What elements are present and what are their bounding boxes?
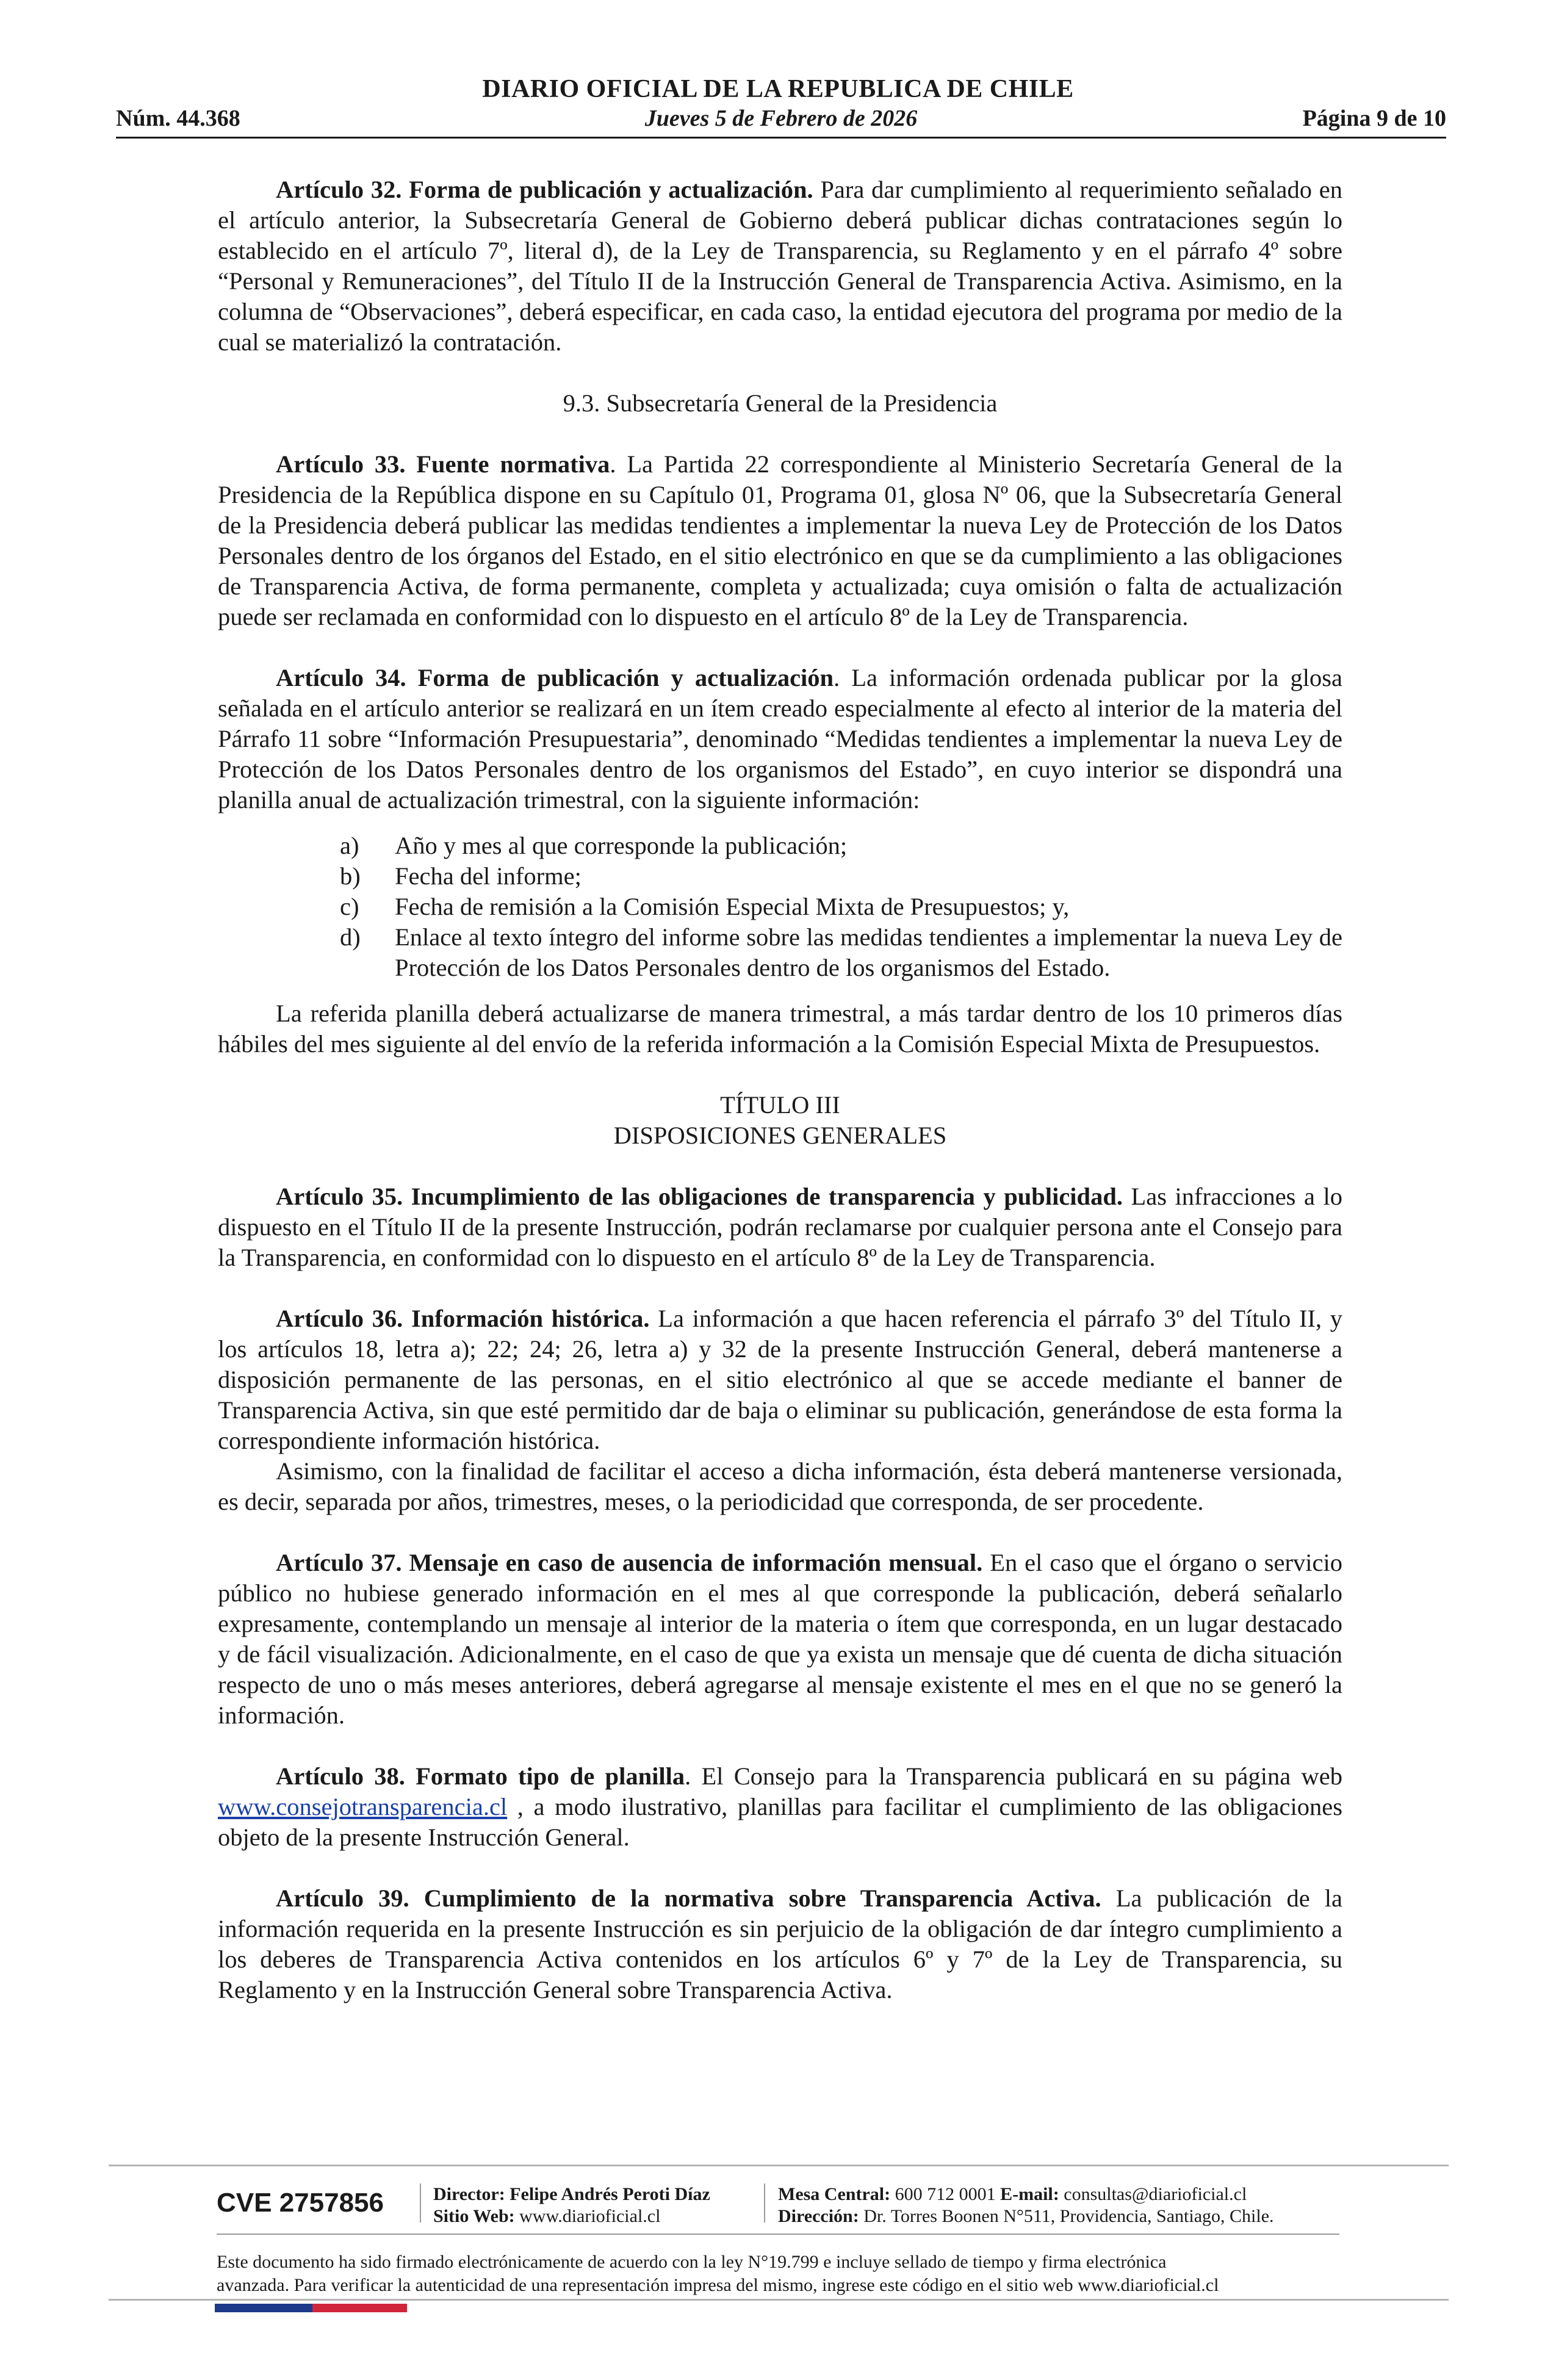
article-38 bbox=[218, 1761, 1342, 1853]
phone-label: Mesa Central: bbox=[778, 2184, 891, 2204]
cve-code: CVE 2757856 bbox=[217, 2188, 384, 2218]
article-37-heading: Artículo 37. Mensaje en caso de ausencia de información mensual. bbox=[276, 1549, 983, 1576]
legal-notice bbox=[217, 2251, 1376, 2297]
footer-director-block bbox=[433, 2183, 710, 2227]
issue-number: Núm. 44.368 bbox=[116, 106, 240, 131]
article-34 bbox=[218, 663, 1342, 815]
list-item-text: Fecha de remisión a la Comisión Especial Mixta de Presupuestos; y, bbox=[395, 893, 1070, 920]
director-line bbox=[433, 2183, 710, 2205]
list-item bbox=[218, 861, 1342, 892]
article-37-text: En el caso que el órgano o servicio público no hubiese generado información en el mes al que corresponde la publicación, deberá señalarlo expresamente, contemplando un mensaje al interior de la materia o ítem que corresponda, en un lugar destacado y de fácil visualización. Adicionalmente, en el caso de que ya exista un mensaje que dé cuenta de dicha situación respecto de uno o más meses anteriores, deberá agregarse al mensaje existente el mes en el que no se generó la información. bbox=[218, 1549, 1342, 1729]
article-34-list bbox=[218, 831, 1342, 983]
page-number: Página 9 de 10 bbox=[1302, 106, 1446, 131]
list-item-text: Enlace al texto íntegro del informe sobre las medidas tendientes a implementar la nueva Ley de Protección de los Datos Personales dentro de los organismos del Estado. bbox=[395, 923, 1342, 981]
list-item bbox=[218, 922, 1342, 983]
article-35 bbox=[218, 1181, 1342, 1273]
website-line bbox=[433, 2205, 710, 2227]
address-value: Dr. Torres Boonen N°511, Providencia, Santiago, Chile. bbox=[859, 2206, 1274, 2226]
list-item-letter: d) bbox=[340, 923, 361, 951]
article-36-text: La información a que hacen referencia el párrafo 3º del Título II, y los artículos 18, letra a); 22; 24; 26, letra a) y 32 de la presente Instrucción General, deberá mantenerse a disposición permanente de las personas, en el sitio electrónico al que se accede mediante el banner de Transparencia Activa, sin que esté permitido dar de baja o eliminar su publicación, generándose de esta forma la correspondiente información histórica. bbox=[218, 1305, 1343, 1454]
list-item-letter: b) bbox=[340, 862, 361, 890]
section-heading-9-3: 9.3. Subsecretaría General de la Presidencia bbox=[563, 389, 998, 417]
footer-divider bbox=[420, 2183, 421, 2223]
article-36 bbox=[218, 1304, 1342, 1456]
list-item-text: Año y mes al que corresponde la publicación; bbox=[395, 832, 848, 859]
article-32 bbox=[218, 175, 1342, 358]
document-body bbox=[218, 175, 1342, 2036]
footer-contact-block bbox=[778, 2183, 1274, 2227]
director-label: Director: bbox=[433, 2184, 505, 2204]
website-value: www.diarioficial.cl bbox=[514, 2206, 661, 2226]
footer-top-rule bbox=[109, 2165, 1449, 2166]
title-3-heading: DISPOSICIONES GENERALES bbox=[613, 1122, 947, 1149]
email-value: consultas@diarioficial.cl bbox=[1059, 2184, 1247, 2204]
issue-date: Jueves 5 de Febrero de 2026 bbox=[644, 106, 918, 131]
email-label: E-mail: bbox=[1000, 2184, 1059, 2204]
article-33 bbox=[218, 449, 1342, 632]
article-32-text: Para dar cumplimiento al requerimiento señalado en el artículo anterior, la Subsecretaría General de Gobierno deberá publicar dichas contrataciones según lo establecido en el artículo 7º, literal d), de la Ley de Transparencia, su Reglamento y en el párrafo 4º sobre “Personal y Remuneraciones”, del Título II de la Instrucción General de Transparencia Activa. Asimismo, en la columna de “Observaciones”, deberá especificar, en cada caso, la entidad ejecutora del programa por medio de la cual se materializó la contratación. bbox=[218, 176, 1342, 356]
flag-bar-blue bbox=[215, 2304, 312, 2312]
article-37 bbox=[218, 1548, 1342, 1731]
footer-divider bbox=[764, 2183, 765, 2223]
article-33-heading: Artículo 33. Fuente normativa bbox=[276, 450, 610, 478]
article-33-text: . La Partida 22 correspondiente al Ministerio Secretaría General de la Presidencia de la República dispone en su Capítulo 01, Programa 01, glosa Nº 06, que la Subsecretaría General de la Presidencia deberá publicar las medidas tendientes a implementar la nueva Ley de Protección de los Datos Personales dentro de los órganos del Estado, en el sitio electrónico en que se da cumplimiento a las obligaciones de Transparencia Activa, de forma permanente, completa y actualizada; cuya omisión o falta de actualización puede ser reclamada en conformidad con lo dispuesto en el artículo 8º de la Ley de Transparencia. bbox=[218, 450, 1342, 630]
list-item-text: Fecha del informe; bbox=[395, 862, 582, 890]
article-39-heading: Artículo 39. Cumplimiento de la normativa sobre Transparencia Activa. bbox=[276, 1884, 1101, 1912]
phone-value: 600 712 0001 bbox=[890, 2184, 1001, 2204]
article-38-text-b: , a modo ilustrativo, planillas para facilitar el cumplimiento de las obligaciones objeto de la presente Instrucción General. bbox=[218, 1793, 1342, 1851]
legal-notice-line-1: Este documento ha sido firmado electrónicamente de acuerdo con la ley N°19.799 e incluye sellado de tiempo y firma electrónica bbox=[217, 2252, 1167, 2272]
header-row bbox=[116, 103, 1446, 134]
title-3-label: TÍTULO III bbox=[720, 1091, 840, 1119]
consejo-transparencia-link[interactable]: www.consejotransparencia.cl bbox=[218, 1793, 508, 1820]
website-label: Sitio Web: bbox=[433, 2206, 515, 2226]
director-name: Felipe Andrés Peroti Díaz bbox=[505, 2184, 710, 2204]
address-label: Dirección: bbox=[778, 2206, 859, 2226]
footer-bottom-rule bbox=[109, 2299, 1449, 2301]
address-line bbox=[778, 2205, 1274, 2227]
article-36-heading: Artículo 36. Información histórica. bbox=[276, 1305, 650, 1332]
list-item bbox=[218, 892, 1342, 922]
list-item-letter: a) bbox=[340, 832, 359, 859]
list-item bbox=[218, 831, 1342, 861]
article-39 bbox=[218, 1883, 1342, 2005]
article-39-text: La publicación de la información requerida en la presente Instrucción es sin perjuicio de la obligación de dar íntegro cumplimiento a los deberes de Transparencia Activa contenidos en los artículos 6º y 7º de la Ley de Transparencia, su Reglamento y en la Instrucción General sobre Transparencia Activa. bbox=[218, 1884, 1342, 2003]
article-35-text: Las infracciones a lo dispuesto en el Título II de la presente Instrucción, podrán reclamarse por cualquier persona ante el Consejo para la Transparencia, en conformidad con lo dispuesto en el artículo 8º de la Ley de Transparencia. bbox=[218, 1183, 1342, 1271]
article-32-heading: Artículo 32. Forma de publicación y actualización. bbox=[276, 176, 813, 203]
legal-notice-line-2: avanzada. Para verificar la autenticidad de una representación impresa del mismo, ingrese este código en el sitio web www.diarioficial.cl bbox=[217, 2275, 1219, 2295]
article-38-text-a: . El Consejo para la Transparencia publicará en su página web bbox=[685, 1762, 1342, 1790]
article-34-text: . La información ordenada publicar por la glosa señalada en el artículo anterior se realizará en un ítem creado especialmente al efecto al interior de la materia del Párrafo 11 sobre “Información Presupuestaria”, denominado “Medidas tendientes a implementar la nueva Ley de Protección de los Datos Personales dentro de los organismos del Estado”, en cuyo interior se dispondrá una planilla anual de actualización trimestral, con la siguiente información: bbox=[218, 664, 1342, 813]
gazette-title: DIARIO OFICIAL DE LA REPUBLICA DE CHILE bbox=[482, 75, 1074, 103]
flag-bar-red bbox=[312, 2304, 407, 2312]
article-38-heading: Artículo 38. Formato tipo de planilla bbox=[276, 1762, 685, 1790]
header-rule bbox=[116, 137, 1446, 139]
contact-line bbox=[778, 2183, 1274, 2205]
article-34-closing: La referida planilla deberá actualizarse de manera trimestral, a más tardar dentro de los 10 primeros días hábiles del mes siguiente al del envío de la referida información a la Comisión Especial Mixta de Presupuestos. bbox=[218, 1000, 1342, 1058]
article-34-heading: Artículo 34. Forma de publicación y actualización bbox=[276, 664, 834, 691]
list-item-letter: c) bbox=[340, 893, 359, 920]
article-35-heading: Artículo 35. Incumplimiento de las obligaciones de transparencia y publicidad. bbox=[276, 1183, 1123, 1210]
article-36-paragraph-2: Asimismo, con la finalidad de facilitar el acceso a dicha información, ésta deberá mantenerse versionada, es decir, separada por años, trimestres, meses, o la periodicidad que corresponda, de ser procedente. bbox=[218, 1457, 1342, 1515]
footer-middle-rule bbox=[217, 2234, 1339, 2235]
